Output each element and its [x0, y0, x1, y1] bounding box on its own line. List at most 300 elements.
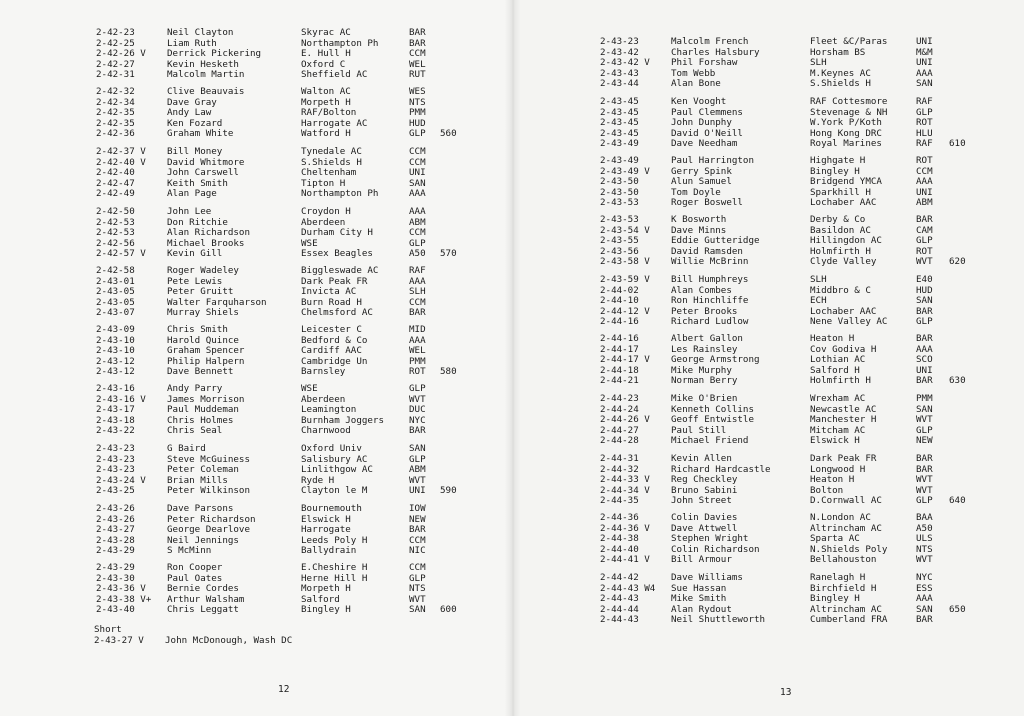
result-time: 2-43-27	[96, 524, 135, 535]
result-time: 2-44-10	[600, 295, 639, 306]
result-cat: ULS	[916, 533, 933, 544]
result-club: Cov Godiva H	[810, 343, 877, 355]
result-time: 2-43-26	[96, 513, 135, 525]
result-time: 2-43-53	[600, 214, 639, 225]
result-name: Alan Combes	[671, 284, 732, 296]
result-cat: ROT	[916, 155, 933, 166]
result-club: ECH	[810, 295, 827, 306]
result-name: Steve McGuiness	[167, 453, 250, 465]
result-time: 2-43-22	[96, 425, 135, 436]
result-pos: 560	[440, 128, 457, 139]
result-cat: WVT	[916, 414, 933, 425]
result-club: Bolton	[810, 484, 844, 496]
result-club: Salford H	[810, 364, 860, 376]
result-club: Bingley H	[810, 165, 860, 177]
result-time: 2-43-17	[96, 404, 135, 415]
result-cat: BAR	[409, 27, 426, 38]
result-club: Elswick H	[810, 435, 860, 446]
result-time: 2-43-54 V	[600, 224, 650, 236]
result-time: 2-44-38	[600, 533, 639, 544]
result-name: Brian Mills	[167, 474, 228, 486]
result-time: 2-43-01	[96, 275, 135, 287]
result-club: Herne Hill H	[301, 572, 368, 584]
result-time: 2-43-10	[96, 334, 135, 346]
result-cat: PMM	[409, 107, 426, 118]
result-time: 2-44-42	[600, 572, 639, 583]
result-cat: UNI	[409, 485, 426, 496]
book-gutter-shadow	[505, 0, 521, 716]
result-time: 2-44-18	[600, 364, 639, 376]
result-club: Harrogate	[301, 524, 351, 535]
result-cat: IOW	[409, 503, 426, 514]
result-name: Ron Cooper	[167, 562, 223, 573]
result-name: Don Ritchie	[167, 216, 228, 228]
result-club: Holmfirth H	[810, 245, 871, 257]
result-club: Bridgend YMCA	[810, 176, 882, 187]
result-club: Croydon H	[301, 206, 351, 217]
result-cat: A50	[409, 248, 426, 259]
result-cat: SAN	[916, 78, 933, 89]
result-name: James Morrison	[167, 393, 245, 405]
result-time: 2-42-32	[96, 86, 135, 97]
result-club: WSE	[301, 383, 318, 394]
result-name: Richard Hardcastle	[671, 463, 771, 475]
result-time: 2-44-31	[600, 453, 639, 464]
result-name: Neil Clayton	[167, 27, 234, 38]
result-cat: CCM	[409, 562, 426, 573]
result-cat: NEW	[409, 513, 426, 525]
result-cat: UNI	[409, 167, 426, 178]
result-name: Eddie Gutteridge	[671, 235, 760, 246]
result-club: Bingley H	[810, 593, 860, 604]
result-cat: BAR	[916, 463, 933, 475]
result-time: 2-42-26 V	[96, 48, 146, 59]
result-cat: RAF	[916, 138, 933, 149]
result-cat: WVT	[916, 554, 933, 565]
result-club: D.Cornwall AC	[810, 495, 882, 506]
result-time: 2-43-12	[96, 355, 135, 367]
result-cat: CCM	[409, 296, 426, 308]
result-time: 2-42-50	[96, 206, 135, 217]
result-name: Gerry Spink	[671, 165, 732, 177]
result-name: Mike O'Brien	[671, 393, 738, 404]
result-cat: GLP	[409, 572, 426, 584]
result-time: 2-43-10	[96, 345, 135, 356]
result-name: John Lee	[167, 206, 212, 217]
result-time: 2-44-12 V	[600, 305, 650, 317]
result-name: K Bosworth	[671, 214, 727, 225]
result-time: 2-43-09	[96, 324, 135, 335]
result-club: Biggleswade AC	[301, 265, 379, 276]
result-club: Burnham Joggers	[301, 414, 384, 426]
result-time: 2-44-41 V	[600, 554, 650, 565]
result-name: Dave Williams	[671, 572, 743, 583]
result-cat: ABM	[916, 197, 933, 208]
result-name: Dave Needham	[671, 138, 738, 149]
result-time: 2-43-49	[600, 138, 639, 149]
result-cat: PMM	[916, 393, 933, 404]
result-club: Chelmsford AC	[301, 307, 373, 318]
result-time: 2-44-44	[600, 603, 639, 615]
result-name: Bill Armour	[671, 554, 732, 565]
result-cat: UNI	[916, 57, 933, 68]
result-cat: NTS	[409, 96, 426, 108]
result-club: S.Shields H	[301, 156, 362, 168]
result-cat: NYC	[916, 572, 933, 583]
result-club: Watford H	[301, 128, 351, 139]
result-cat: PMM	[409, 355, 426, 367]
result-time: 2-43-16	[96, 383, 135, 394]
result-name: Neil Jennings	[167, 534, 239, 546]
result-cat: NIC	[409, 545, 426, 556]
result-time: 2-42-56	[96, 237, 135, 249]
result-time: 2-42-35	[96, 107, 135, 118]
result-time: 2-43-23	[600, 36, 639, 47]
result-club: Fleet &C/Paras	[810, 36, 888, 47]
result-cat: UNI	[916, 186, 933, 198]
result-club: Lothian AC	[810, 354, 866, 365]
result-cat: BAR	[409, 307, 426, 318]
result-cat: MID	[409, 324, 426, 335]
result-club: SLH	[810, 274, 827, 285]
result-time: 2-43-23	[96, 453, 135, 465]
result-name: Geoff Entwistle	[671, 414, 754, 425]
result-name: David Ramsden	[671, 245, 743, 257]
short-entry-time: 2-43-27 V	[94, 635, 144, 646]
result-time: 2-42-34	[96, 96, 135, 108]
result-name: Bruno Sabini	[671, 484, 738, 496]
result-name: Neil Shuttleworth	[671, 614, 766, 625]
result-time: 2-42-23	[96, 27, 135, 38]
result-name: Roger Boswell	[671, 197, 743, 208]
result-pos: 630	[949, 375, 966, 386]
result-cat: ROT	[409, 366, 426, 377]
result-club: Highgate H	[810, 155, 866, 166]
result-cat: CCM	[916, 165, 933, 177]
result-club: Horsham BS	[810, 46, 866, 58]
result-cat: HUD	[409, 117, 426, 129]
result-time: 2-43-36 V	[96, 583, 146, 594]
result-time: 2-43-25	[96, 485, 135, 496]
result-name: Malcolm French	[671, 36, 749, 47]
result-club: Walton AC	[301, 86, 351, 97]
result-club: N.London AC	[810, 512, 871, 523]
result-name: Alan Page	[167, 188, 217, 199]
result-name: Bill Humphreys	[671, 274, 749, 285]
result-club: Skyrac AC	[301, 27, 351, 38]
result-club: Barnsley	[301, 366, 346, 377]
result-name: Albert Gallon	[671, 333, 743, 344]
result-club: Bellahouston	[810, 554, 877, 565]
result-cat: CAM	[916, 224, 933, 236]
result-time: 2-42-53	[96, 227, 135, 238]
result-cat: WVT	[916, 484, 933, 496]
result-club: Cambridge Un	[301, 355, 368, 367]
result-name: Ron Hinchliffe	[671, 295, 749, 306]
result-time: 2-44-21	[600, 375, 639, 386]
result-club: Essex Beagles	[301, 248, 373, 259]
result-cat: AAA	[916, 593, 933, 604]
result-club: Sparta AC	[810, 533, 860, 544]
result-name: Graham White	[167, 128, 234, 139]
result-cat: ABM	[409, 464, 426, 475]
result-name: George Armstrong	[671, 354, 760, 365]
result-cat: RUT	[409, 69, 426, 80]
result-club: Bournemouth	[301, 503, 362, 514]
page-number-right: 13	[780, 687, 792, 698]
result-name: Paul Clemmens	[671, 106, 743, 118]
result-time: 2-44-33 V	[600, 474, 650, 485]
result-pos: 650	[949, 603, 966, 615]
result-name: Peter Gruitt	[167, 286, 234, 297]
result-time: 2-43-29	[96, 562, 135, 573]
result-time: 2-42-57 V	[96, 248, 146, 259]
result-name: Mike Smith	[671, 593, 727, 604]
result-cat: NYC	[409, 414, 426, 426]
result-time: 2-43-50	[600, 186, 639, 198]
result-cat: ROT	[916, 117, 933, 128]
result-club: RAF/Bolton	[301, 107, 357, 118]
result-time: 2-44-16	[600, 316, 639, 327]
result-club: E. Hull H	[301, 48, 351, 59]
result-club: Middbro & C	[810, 284, 871, 296]
result-name: Colin Richardson	[671, 543, 760, 555]
result-name: Chris Seal	[167, 425, 223, 436]
result-club: Ballydrain	[301, 545, 357, 556]
result-name: Philip Halpern	[167, 355, 245, 367]
result-time: 2-43-45	[600, 106, 639, 118]
result-cat: HLU	[916, 127, 933, 139]
result-name: Liam Ruth	[167, 37, 217, 49]
result-cat: SAN	[409, 177, 426, 189]
result-club: Royal Marines	[810, 138, 882, 149]
result-club: Dark Peak FR	[301, 275, 368, 287]
result-name: Michael Brooks	[167, 237, 245, 249]
result-name: Willie McBrinn	[671, 256, 749, 267]
result-club: Salisbury AC	[301, 453, 368, 465]
result-cat: SAN	[409, 604, 426, 615]
result-club: M.Keynes AC	[810, 67, 871, 79]
result-cat: BAR	[409, 524, 426, 535]
result-club: Altrincham AC	[810, 522, 882, 534]
result-time: 2-43-12	[96, 366, 135, 377]
result-club: Cheltenham	[301, 167, 357, 178]
result-time: 2-43-49 V	[600, 165, 650, 177]
result-time: 2-43-55	[600, 235, 639, 246]
result-time: 2-43-23	[96, 464, 135, 475]
result-name: Kevin Hesketh	[167, 58, 239, 70]
result-club: Tynedale AC	[301, 146, 362, 157]
result-name: Stephen Wright	[671, 533, 749, 544]
result-club: WSE	[301, 237, 318, 249]
result-time: 2-42-40	[96, 167, 135, 178]
result-time: 2-43-28	[96, 534, 135, 546]
result-name: Chris Smith	[167, 324, 228, 335]
result-time: 2-43-16 V	[96, 393, 146, 405]
result-time: 2-43-56	[600, 245, 639, 257]
result-name: Peter Richardson	[167, 513, 256, 525]
result-club: Cumberland FRA	[810, 614, 888, 625]
result-name: G Baird	[167, 443, 206, 454]
result-name: Charles Halsbury	[671, 46, 760, 58]
result-name: S McMinn	[167, 545, 212, 556]
result-time: 2-44-32	[600, 463, 639, 475]
result-name: Colin Davies	[671, 512, 738, 523]
result-name: Murray Shiels	[167, 307, 239, 318]
result-cat: BAR	[916, 333, 933, 344]
result-club: Nene Valley AC	[810, 316, 888, 327]
result-pos: 640	[949, 495, 966, 506]
result-time: 2-44-24	[600, 403, 639, 415]
result-cat: GLP	[409, 383, 426, 394]
result-club: Morpeth H	[301, 583, 351, 594]
result-time: 2-44-40	[600, 543, 639, 555]
result-cat: AAA	[409, 275, 426, 287]
result-cat: AAA	[409, 334, 426, 346]
result-time: 2-43-38 V+	[96, 593, 152, 605]
result-name: Richard Ludlow	[671, 316, 749, 327]
result-name: Phil Forshaw	[671, 57, 738, 68]
result-cat: UNI	[916, 364, 933, 376]
result-time: 2-43-23	[96, 443, 135, 454]
short-entry-text: John McDonough, Wash DC	[165, 635, 293, 646]
result-time: 2-43-30	[96, 572, 135, 584]
result-time: 2-44-23	[600, 393, 639, 404]
result-cat: AAA	[409, 206, 426, 217]
result-time: 2-43-29	[96, 545, 135, 556]
result-club: Leeds Poly H	[301, 534, 368, 546]
result-club: Ranelagh H	[810, 572, 866, 583]
result-time: 2-42-58	[96, 265, 135, 276]
result-time: 2-43-59 V	[600, 274, 650, 285]
result-cat: GLP	[916, 235, 933, 246]
result-name: Bernie Cordes	[167, 583, 239, 594]
result-cat: M&M	[916, 46, 933, 58]
result-time: 2-43-49	[600, 155, 639, 166]
result-cat: AAA	[916, 343, 933, 355]
result-club: Charnwood	[301, 425, 351, 436]
result-name: David O'Neill	[671, 127, 743, 139]
result-club: Mitcham AC	[810, 424, 866, 436]
result-name: Alan Rydout	[671, 603, 732, 615]
result-time: 2-44-43	[600, 593, 639, 604]
result-time: 2-44-43	[600, 614, 639, 625]
result-club: Elswick H	[301, 513, 351, 525]
result-time: 2-42-40 V	[96, 156, 146, 168]
result-time: 2-43-07	[96, 307, 135, 318]
result-time: 2-42-37 V	[96, 146, 146, 157]
result-name: Les Rainsley	[671, 343, 738, 355]
result-cat: ROT	[916, 245, 933, 257]
result-cat: ESS	[916, 582, 933, 594]
result-cat: DUC	[409, 404, 426, 415]
result-cat: CCM	[409, 156, 426, 168]
result-time: 2-44-36 V	[600, 522, 650, 534]
result-name: Dave Attwell	[671, 522, 738, 534]
result-name: Graham Spencer	[167, 345, 245, 356]
result-time: 2-42-36	[96, 128, 135, 139]
result-name: Alan Bone	[671, 78, 721, 89]
result-club: Basildon AC	[810, 224, 871, 236]
result-name: Bill Money	[167, 146, 223, 157]
result-name: Arthur Walsham	[167, 593, 245, 605]
result-name: Paul Muddeman	[167, 404, 239, 415]
result-club: Morpeth H	[301, 96, 351, 108]
result-club: Wrexham AC	[810, 393, 866, 404]
result-name: George Dearlove	[167, 524, 250, 535]
result-club: Aberdeen	[301, 216, 346, 228]
result-time: 2-43-45	[600, 96, 639, 107]
result-club: Northampton Ph	[301, 37, 379, 49]
result-club: Altrincham AC	[810, 603, 882, 615]
result-time: 2-42-53	[96, 216, 135, 228]
result-club: SLH	[810, 57, 827, 68]
result-cat: WES	[409, 86, 426, 97]
result-name: Paul Harrington	[671, 155, 754, 166]
result-time: 2-44-43 W4	[600, 582, 656, 594]
result-time: 2-43-44	[600, 78, 639, 89]
result-time: 2-43-58 V	[600, 256, 650, 267]
result-time: 2-43-40	[96, 604, 135, 615]
result-pos: 610	[949, 138, 966, 149]
result-time: 2-43-05	[96, 286, 135, 297]
result-name: Chris Leggatt	[167, 604, 239, 615]
result-time: 2-43-45	[600, 127, 639, 139]
result-cat: GLP	[409, 128, 426, 139]
result-name: Keith Smith	[167, 177, 228, 189]
result-name: Andy Parry	[167, 383, 223, 394]
result-name: Walter Farquharson	[167, 296, 267, 308]
result-cat: E40	[916, 274, 933, 285]
result-cat: AAA	[916, 67, 933, 79]
result-club: Stevenage & NH	[810, 106, 888, 118]
result-cat: WEL	[409, 58, 426, 70]
result-club: W.York P/Koth	[810, 117, 882, 128]
result-name: Tom Webb	[671, 67, 716, 79]
result-club: Derby & Co	[810, 214, 866, 225]
result-name: Alan Richardson	[167, 227, 250, 238]
result-club: Cardiff AAC	[301, 345, 362, 356]
result-name: Norman Berry	[671, 375, 738, 386]
result-cat: WVT	[916, 256, 933, 267]
result-club: Longwood H	[810, 463, 866, 475]
result-cat: WEL	[409, 345, 426, 356]
right-page	[512, 0, 1024, 716]
result-cat: RAF	[409, 265, 426, 276]
result-club: Bedford & Co	[301, 334, 368, 346]
result-cat: WVT	[916, 474, 933, 485]
result-club: Leicester C	[301, 324, 362, 335]
result-club: Linlithgow AC	[301, 464, 373, 475]
result-club: Heaton H	[810, 474, 855, 485]
result-club: Leamington	[301, 404, 357, 415]
result-club: Birchfield H	[810, 582, 877, 594]
result-name: Chris Holmes	[167, 414, 234, 426]
result-time: 2-44-17 V	[600, 354, 650, 365]
result-time: 2-43-43	[600, 67, 639, 79]
result-time: 2-42-25	[96, 37, 135, 49]
result-name: Peter Brooks	[671, 305, 738, 317]
result-name: Paul Still	[671, 424, 727, 436]
result-club: Newcastle AC	[810, 403, 877, 415]
result-club: E.Cheshire H	[301, 562, 368, 573]
result-time: 2-44-16	[600, 333, 639, 344]
result-name: Dave Gray	[167, 96, 217, 108]
result-cat: BAR	[916, 305, 933, 317]
result-cat: GLP	[409, 453, 426, 465]
result-cat: GLP	[409, 237, 426, 249]
result-club: Clyde Valley	[810, 256, 877, 267]
